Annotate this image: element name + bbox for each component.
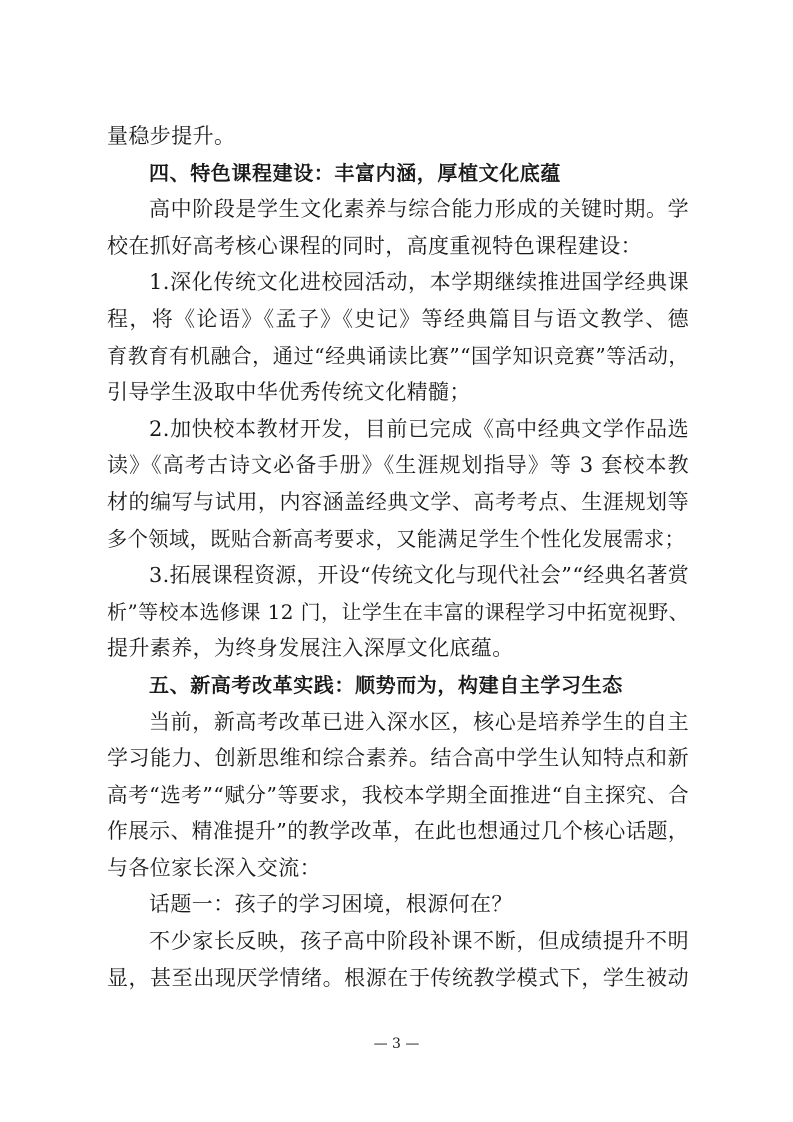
text-line: 不少家长反映，孩子高中阶段补课不断，但成绩提升不明 [149, 929, 689, 954]
text-line: 材的编写与试用，内容涵盖经典文学、高考考点、生涯规划等 [107, 489, 689, 514]
text-line: 程，将《论语》《孟子》《史记》等经典篇目与语文教学、德 [107, 306, 689, 331]
text-line: 显，甚至出现厌学情绪。根源在于传统教学模式下，学生被动 [107, 965, 689, 990]
text-line: 2.加快校本教材开发，目前已完成《高中经典文学作品选 [149, 416, 689, 441]
section-heading: 五、新高考改革实践：顺势而为，构建自主学习生态 [149, 672, 623, 697]
text-line: 读》《高考古诗文必备手册》《生涯规划指导》等 3 套校本教 [107, 453, 689, 478]
text-line: 与各位家长深入交流： [107, 855, 321, 880]
text-line: 1.深化传统文化进校园活动，本学期继续推进国学经典课 [149, 270, 689, 295]
text-line: 校在抓好高考核心课程的同时，高度重视特色课程建设： [107, 233, 642, 258]
text-line: 当前，新高考改革已进入深水区，核心是培养学生的自主 [149, 709, 689, 734]
text-line: 育教育有机融合，通过“经典诵读比赛”“国学知识竞赛”等活动， [107, 343, 689, 368]
section-heading: 四、特色课程建设：丰富内涵，厚植文化底蕴 [149, 160, 561, 185]
text-line: 学习能力、创新思维和综合素养。结合高中学生认知特点和新 [107, 746, 689, 771]
text-line: 话题一：孩子的学习困境，根源何在？ [149, 892, 513, 917]
text-line: 3.拓展课程资源，开设“传统文化与现代社会”“经典名著赏 [149, 563, 690, 588]
text-line: 多个领域，既贴合新高考要求，又能满足学生个性化发展需求； [107, 526, 686, 551]
document-body [107, 118, 689, 996]
text-line: 高考“选考”“赋分”等要求，我校本学期全面推进“自主探究、合 [107, 782, 689, 807]
text-line: 作展示、精准提升”的教学改革，在此也想通过几个核心话题， [107, 819, 690, 844]
text-line: 析”等校本选修课 12 门，让学生在丰富的课程学习中拓宽视野、 [107, 599, 689, 624]
text-line: 引导学生汲取中华优秀传统文化精髓； [107, 380, 471, 405]
page-number: — 3 — [373, 1036, 420, 1052]
text-line: 提升素养，为终身发展注入深厚文化底蕴。 [107, 636, 514, 661]
text-line: 高中阶段是学生文化素养与综合能力形成的关键时期。学 [149, 197, 689, 222]
text-line: 量稳步提升。 [107, 124, 236, 148]
